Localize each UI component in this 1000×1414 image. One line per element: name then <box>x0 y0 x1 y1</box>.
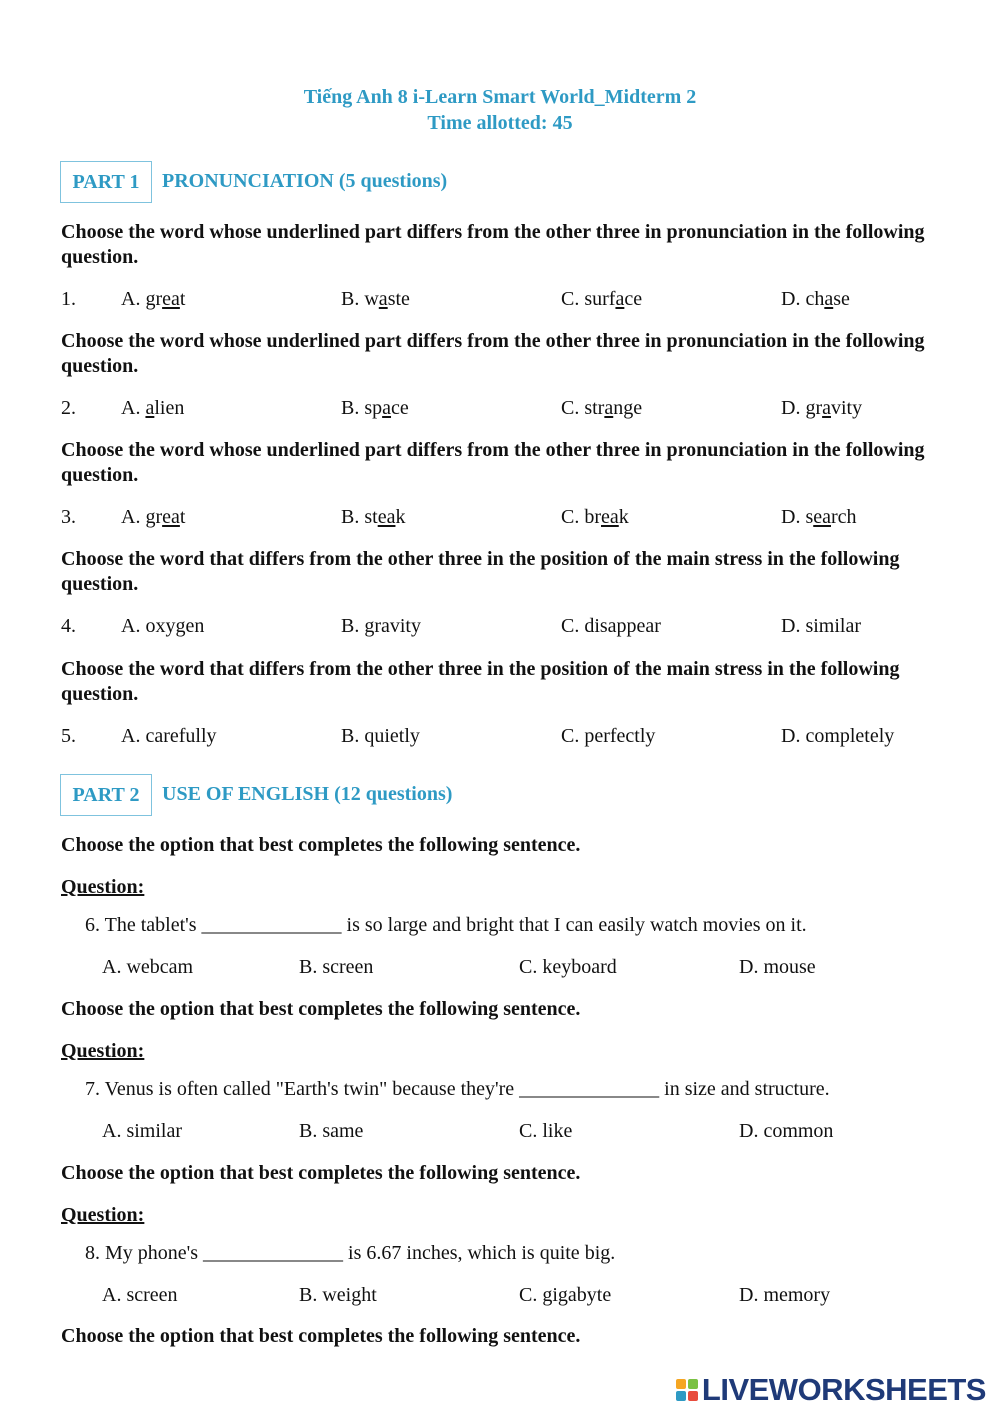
answer-option[interactable] <box>121 506 185 529</box>
liveworksheets-logo <box>676 1372 986 1408</box>
question-number: 3. <box>61 506 76 528</box>
answer-option[interactable] <box>341 615 421 638</box>
answer-option[interactable] <box>341 288 410 311</box>
answer-option[interactable] <box>561 506 629 529</box>
underlined-part: a <box>824 288 834 310</box>
option-text: ce <box>391 397 409 419</box>
logo-square <box>688 1391 698 1401</box>
option-text: B. st <box>341 506 378 528</box>
option-text: ce <box>624 288 643 310</box>
answer-option[interactable]: C. gigabyte <box>519 1284 612 1306</box>
underlined-part: ea <box>162 506 180 528</box>
question-heading: Question: <box>61 876 145 898</box>
option-text: D. similar <box>781 615 861 637</box>
option-text: C. br <box>561 506 601 528</box>
instruction: Choose the word whose underlined part differs from the other three in pronunciation in the following question. <box>61 221 925 268</box>
option-text: C. perfectly <box>561 725 656 747</box>
answer-option[interactable] <box>121 288 185 311</box>
option-text: B. sp <box>341 397 383 419</box>
worksheet-title: Tiếng Anh 8 i-Learn Smart World_Midterm 2 <box>303 86 697 108</box>
logo-text: LIVEWORKSHEETS <box>701 1372 986 1407</box>
option-text: D. gr <box>781 397 823 419</box>
underlined-part: a <box>378 288 388 310</box>
part-1-label: PART 1 <box>60 161 152 203</box>
answer-option[interactable]: A. similar <box>102 1120 182 1142</box>
answer-option[interactable] <box>781 288 850 311</box>
option-text: C. str <box>561 397 605 419</box>
answer-option[interactable] <box>341 725 420 748</box>
option-text: vity <box>831 397 863 419</box>
instruction: Choose the word that differs from the other three in the position of the main stress in the following question. <box>61 658 900 705</box>
option-text: C. disappear <box>561 615 661 637</box>
answer-option[interactable]: D. mouse <box>739 956 816 978</box>
question-number: 5. <box>61 725 76 747</box>
answer-option[interactable]: A. screen <box>102 1284 178 1306</box>
underlined-part: ea <box>162 288 180 310</box>
option-text: C. surf <box>561 288 616 310</box>
underlined-part: ea <box>813 506 831 528</box>
instruction: Choose the word whose underlined part differs from the other three in pronunciation in the following question. <box>61 439 925 486</box>
question-number: 4. <box>61 615 76 637</box>
underlined-part: a <box>822 397 831 419</box>
answer-option[interactable] <box>781 615 861 638</box>
question-number: 2. <box>61 397 76 419</box>
option-text: A. gr <box>121 506 163 528</box>
option-text: A. carefully <box>121 725 217 747</box>
question-text: 6. The tablet's ______________ is so large and bright that I can easily watch movies on it. <box>85 914 807 936</box>
time-allotted: Time allotted: 45 <box>427 112 573 134</box>
answer-option[interactable] <box>781 397 862 420</box>
option-text: A. oxygen <box>121 615 205 637</box>
option-text: ste <box>387 288 410 310</box>
answer-option[interactable]: A. webcam <box>102 956 194 978</box>
answer-option[interactable]: B. weight <box>299 1284 377 1306</box>
logo-square <box>676 1379 686 1389</box>
instruction: Choose the option that best completes the following sentence. <box>61 834 581 856</box>
instruction: Choose the option that best completes the following sentence. <box>61 1162 581 1184</box>
underlined-part: ea <box>601 506 619 528</box>
instruction: Choose the option that best completes the following sentence. <box>61 998 581 1020</box>
option-text: A. <box>121 397 146 419</box>
underlined-part: a <box>145 397 155 419</box>
option-text: t <box>179 288 186 310</box>
underlined-part: a <box>604 397 614 419</box>
question-heading: Question: <box>61 1204 145 1226</box>
answer-option[interactable]: C. keyboard <box>519 956 617 978</box>
option-text: B. w <box>341 288 379 310</box>
instruction: Choose the word that differs from the other three in the position of the main stress in the following question. <box>61 548 900 595</box>
question-text: 8. My phone's ______________ is 6.67 inches, which is quite big. <box>85 1242 616 1264</box>
answer-option[interactable]: B. screen <box>299 956 374 978</box>
option-text: k <box>395 506 406 528</box>
answer-option[interactable] <box>121 615 204 638</box>
option-text: B. quietly <box>341 725 420 747</box>
instruction: Choose the option that best completes the following sentence. <box>61 1325 581 1347</box>
instruction: Choose the word whose underlined part differs from the other three in pronunciation in the following question. <box>61 330 925 377</box>
answer-option[interactable]: D. memory <box>739 1284 831 1306</box>
option-text: t <box>179 506 186 528</box>
answer-option[interactable]: D. common <box>739 1120 834 1142</box>
underlined-part: ea <box>377 506 396 528</box>
part-2-label: PART 2 <box>60 774 152 816</box>
question-number: 1. <box>61 288 76 310</box>
question-heading: Question: <box>61 1040 145 1062</box>
option-text: D. s <box>781 506 814 528</box>
answer-option[interactable]: B. same <box>299 1120 364 1142</box>
question-text: 7. Venus is often called "Earth's twin" because they're ______________ in size and structure. <box>85 1078 830 1100</box>
answer-option[interactable] <box>341 506 405 529</box>
answer-option[interactable] <box>341 397 409 420</box>
underlined-part: a <box>382 397 392 419</box>
answer-option[interactable] <box>561 725 655 748</box>
answer-option[interactable] <box>781 506 857 529</box>
option-text: se <box>833 288 850 310</box>
option-text: rch <box>831 506 857 528</box>
logo-square <box>676 1391 686 1401</box>
option-text: D. completely <box>781 725 895 747</box>
option-text: lien <box>154 397 185 419</box>
underlined-part: a <box>615 288 625 310</box>
answer-option[interactable] <box>121 725 217 748</box>
answer-option[interactable]: C. like <box>519 1120 573 1142</box>
logo-grid-icon <box>676 1379 698 1401</box>
answer-option[interactable] <box>561 397 642 420</box>
logo-square <box>688 1379 698 1389</box>
option-text: D. ch <box>781 288 825 310</box>
part-1-title: PRONUNCIATION (5 questions) <box>162 170 448 192</box>
option-text: B. gravity <box>341 615 421 637</box>
answer-option[interactable] <box>121 397 184 420</box>
part-2-title: USE OF ENGLISH (12 questions) <box>162 783 453 805</box>
option-text: k <box>618 506 629 528</box>
option-text: nge <box>613 397 643 419</box>
answer-option[interactable] <box>561 288 642 311</box>
answer-option[interactable] <box>781 725 894 748</box>
option-text: A. gr <box>121 288 163 310</box>
answer-option[interactable] <box>561 615 661 638</box>
